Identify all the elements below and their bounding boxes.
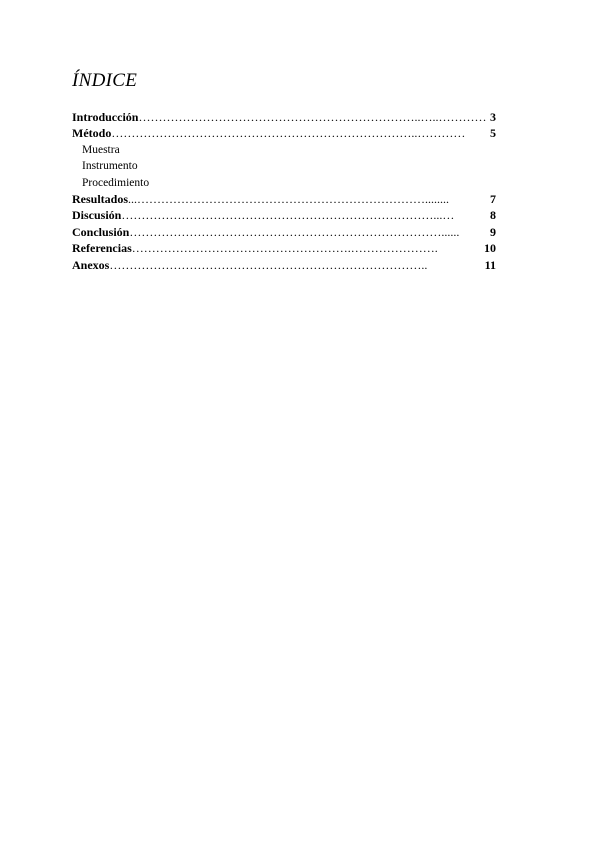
toc-page-number: 7: [490, 191, 496, 206]
toc-entry-conclusion: [72, 224, 496, 240]
toc-page-number: 11: [484, 257, 496, 272]
toc-leader-dots: ……………………………………………………………………..: [109, 257, 428, 272]
toc-entry-label: Discusión: [72, 208, 122, 223]
page-title: ÍNDICE: [72, 70, 138, 91]
toc-entry-resultados: [72, 191, 496, 207]
toc-entry-label: Anexos: [72, 257, 110, 272]
toc-leader-dots: ……………………………………………………………..…..…………: [138, 110, 487, 124]
toc-entry-referencias: [72, 240, 496, 256]
toc-subentry-label: Procedimiento: [82, 176, 150, 189]
toc-leader-dots: ……………………………………………………………………...…: [121, 208, 455, 223]
toc-subentry-muestra: [72, 142, 496, 158]
toc-leader-dots: ……………………………………………….………………….: [131, 241, 438, 256]
toc-entry-label: Resultados: [72, 191, 129, 206]
toc-entry-label: Introducción: [72, 110, 139, 124]
toc-leader-dots: …………………………………………………………………..…………: [111, 126, 466, 141]
toc-subentry-procedimiento: [72, 175, 496, 191]
toc-entry-label: Método: [72, 126, 112, 141]
toc-subentry-instrumento: [72, 158, 496, 174]
toc-entry-label: Conclusión: [72, 224, 130, 239]
toc-subentry-label: Muestra: [82, 143, 120, 156]
toc-subentry-label: Instrumento: [82, 160, 138, 173]
toc-page-number: 8: [490, 208, 496, 223]
toc-page-number: 10: [484, 241, 496, 256]
table-of-contents: [72, 109, 496, 273]
toc-entry-metodo: [72, 125, 496, 141]
toc-entry-introduccion: [72, 109, 496, 125]
toc-leader-dots: ...………………………………………………………………........: [128, 191, 450, 206]
toc-leader-dots: ……………………………………………………………………......: [129, 224, 460, 239]
toc-page-number: 9: [490, 224, 496, 239]
toc-entry-label: Referencias: [72, 241, 132, 256]
toc-page-number: 3: [490, 110, 496, 124]
toc-page-number: 5: [490, 126, 496, 141]
toc-entry-discusion: [72, 207, 496, 223]
toc-entry-anexos: [72, 257, 496, 273]
